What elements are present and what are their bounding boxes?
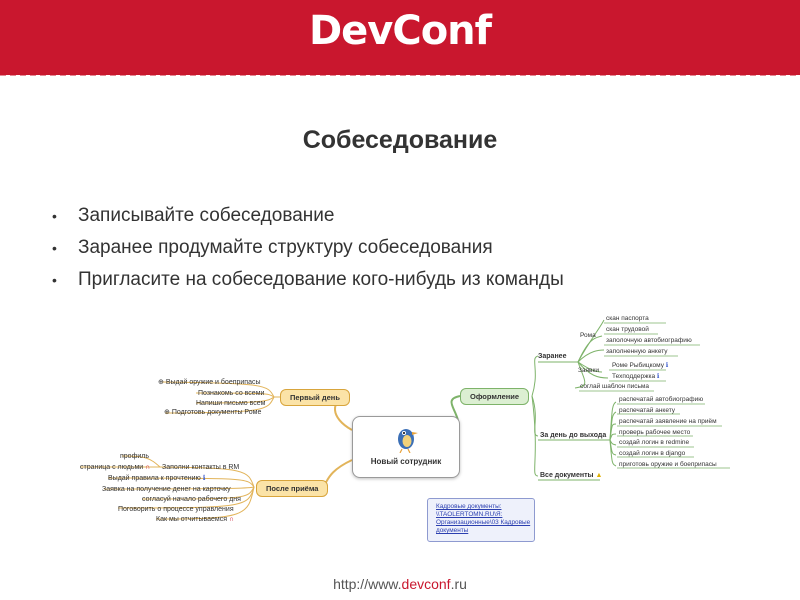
mindmap-node: Техподдержка ℹ — [612, 373, 660, 380]
mindmap-node: Познакомь со всеми — [198, 390, 265, 397]
mindmap-node: За день до выхода — [540, 432, 607, 439]
bullet-item: • Заранее продумайте структуру собеседования — [52, 232, 564, 264]
mindmap-node: страница с людьми ∩ — [80, 464, 151, 471]
mindmap-branch-after-hire: После приёма — [256, 480, 328, 497]
mindmap-node: Роме Рыбицкому ℹ — [612, 362, 669, 369]
mindmap-node: Рома — [580, 332, 596, 339]
mindmap-node: согласуй начало рабочего дня — [142, 496, 241, 503]
footer-url: http://www.devconf.ru — [333, 576, 467, 592]
bullet-dot-icon: • — [52, 272, 57, 288]
mindmap-node: приготовь оружие и боеприпасы — [619, 461, 717, 468]
mindmap-node: распечатай автобиографию — [619, 396, 704, 403]
mindmap-node: распечатай заявление на приём — [619, 418, 717, 425]
mindmap-node: ⊕ Подготовь документы Роме — [164, 409, 262, 416]
bullet-item: • Пригласите на собеседование кого-нибудь из команды — [52, 264, 564, 296]
devconf-logo: DevConf — [308, 8, 492, 54]
bullet-item: • Записывайте собеседование — [52, 200, 564, 232]
mindmap-node: Заявка на получение денег на карточку — [102, 486, 231, 493]
header-scalloped-edge — [0, 63, 800, 77]
mindmap-node: профиль — [120, 453, 149, 460]
bird-icon — [393, 423, 419, 453]
mindmap-node: распечатай анкету — [619, 407, 676, 414]
mindmap-node: Поговорить о процессе управления — [118, 506, 234, 513]
mindmap-node: Заявки — [578, 367, 599, 374]
mindmap-branch-first-day: Первый день — [280, 389, 350, 406]
mindmap-image — [0, 300, 800, 550]
mindmap-node: Как мы отчитываемся ∩ — [156, 516, 235, 523]
bullet-dot-icon: • — [52, 240, 57, 256]
mindmap-branch-onboarding: Оформление — [460, 388, 529, 405]
mindmap-link-note: Кадровые документы: \\TAOLERTOMN.RU\Я: Организационные\03 Кадровые документы — [427, 498, 535, 542]
mindmap-node: скан паспорта — [606, 315, 649, 322]
slide-title: Собеседование — [302, 126, 498, 154]
mindmap-node: Выдай правила к прочтению ℹ — [108, 475, 206, 482]
mindmap-node: ⊕ Выдай оружие и боеприпасы — [158, 379, 261, 386]
bullet-dot-icon: • — [52, 208, 57, 224]
mindmap-center-node: Новый сотрудник — [352, 416, 460, 478]
mindmap-node: проверь рабочее место — [619, 429, 691, 436]
mindmap-node: скан трудовой — [606, 326, 649, 333]
mindmap-node: Напиши письмо всем — [196, 400, 266, 407]
mindmap-node: создай логин в django — [619, 450, 686, 457]
mindmap-node: Заполни контакты в RM — [162, 464, 240, 471]
mindmap-node: заполненную анкету — [606, 348, 668, 355]
bullet-list — [52, 200, 564, 296]
mindmap-node: создай логин в redmine — [619, 439, 690, 446]
mindmap-node: Все документы ▲ — [540, 472, 603, 479]
mindmap-node: заполочную автобиографию — [606, 337, 692, 344]
mindmap-node: Заранее — [538, 353, 567, 360]
mindmap-node: соглай шаблон письма — [580, 383, 650, 390]
